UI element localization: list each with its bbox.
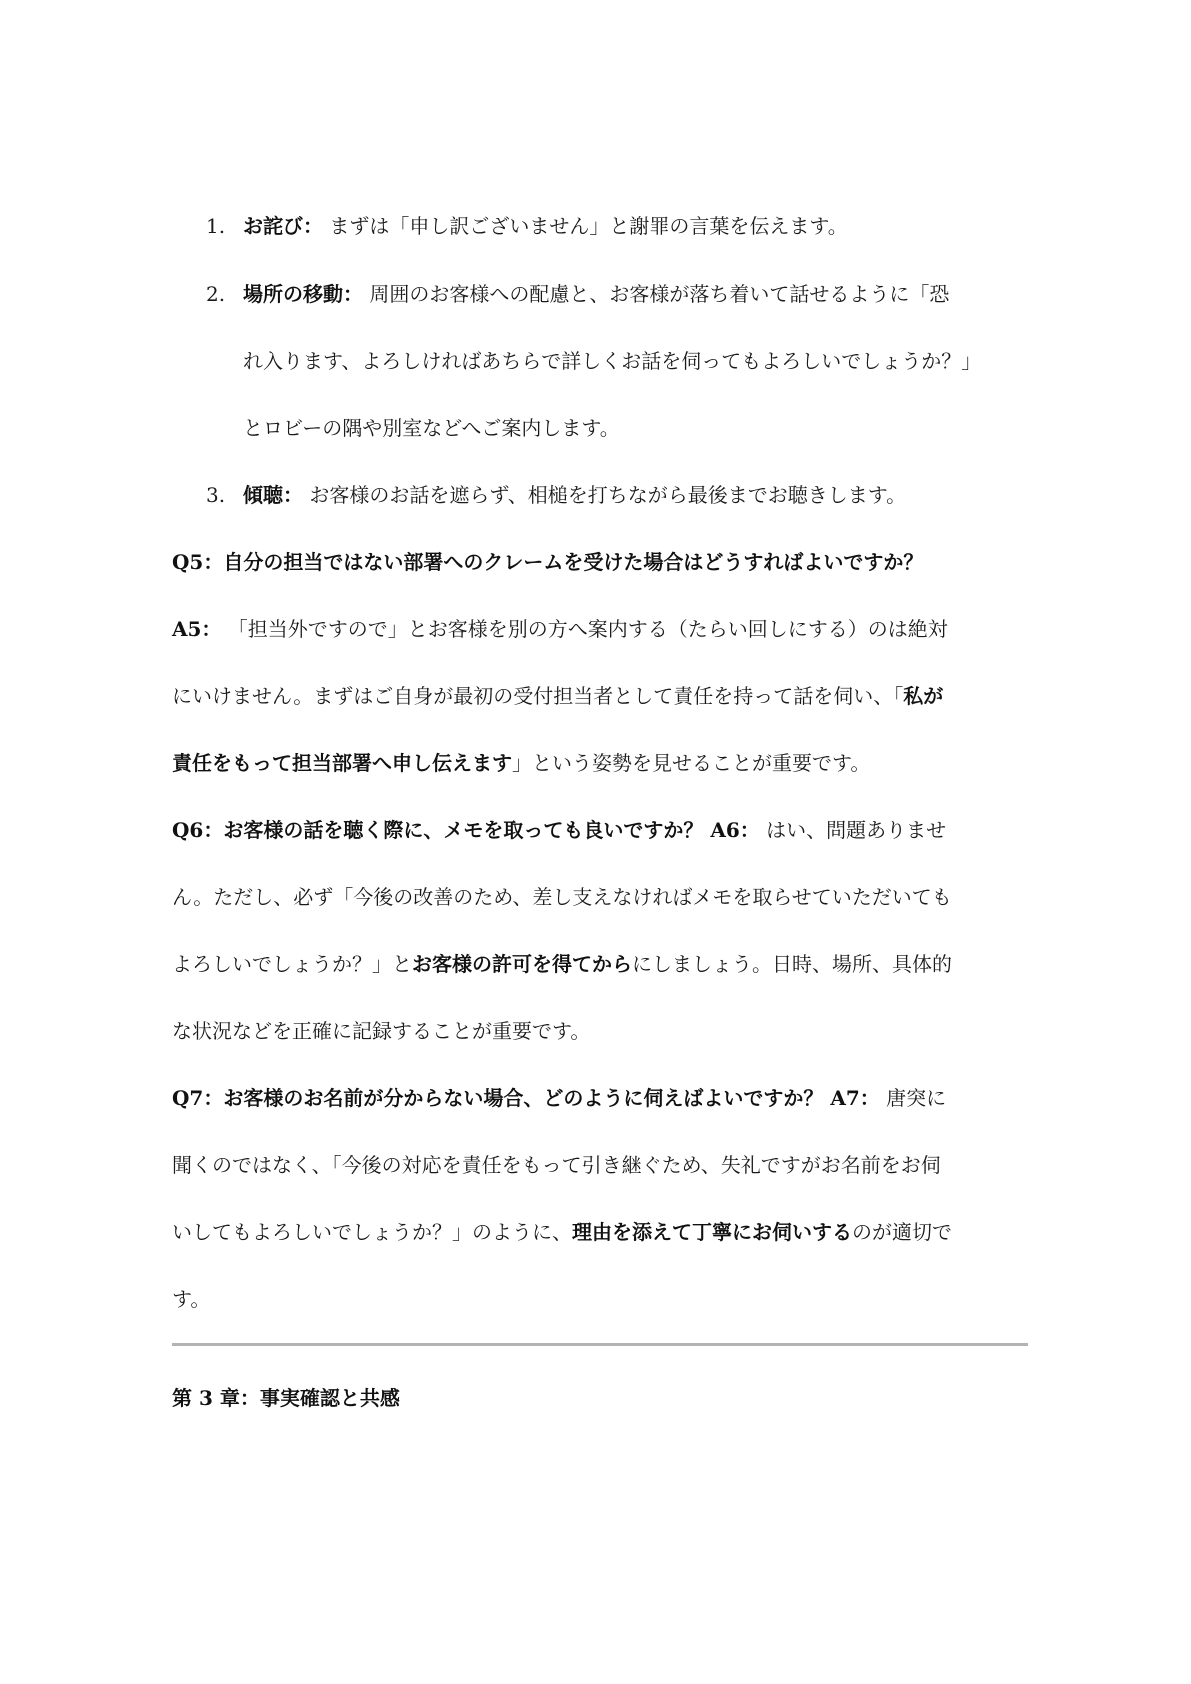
list-term: 傾聴：: [243, 483, 303, 507]
section-divider: [172, 1343, 1028, 1346]
list-item-3: 3. 傾聴： お客様のお話を遮らず、相槌を打ちながら最後までお聴きします。: [206, 483, 907, 507]
list-term: お詫び：: [243, 214, 323, 238]
list-item-2-cont: とロビーの隅や別室などへご案内します。: [243, 416, 620, 440]
question-q5: Q5：自分の担当ではない部署へのクレームを受けた場合はどうすればよいですか？: [172, 550, 924, 574]
document-body: [172, 214, 1028, 1410]
list-item-2-cont: れ入ります、よろしければあちらで詳しくお話を伺ってもよろしいでしょうか？」: [243, 349, 982, 373]
chapter-heading: 第 3 章：事実確認と共感: [172, 1386, 400, 1410]
answer-a5-cont: 責任をもって担当部署へ申し伝えます」という姿勢を見せることが重要です。: [172, 751, 871, 775]
list-number: 3.: [206, 483, 226, 507]
answer-a7-cont: いしてもよろしいでしょうか？」のように、理由を添えて丁寧にお伺いするのが適切で: [172, 1220, 952, 1244]
answer-a6-cont: な状況などを正確に記録することが重要です。: [172, 1019, 591, 1043]
answer-a7-cont: 聞くのではなく、「今後の対応を責任をもって引き継ぐため、失礼ですがお名前をお伺: [172, 1153, 941, 1177]
list-number: 1.: [206, 214, 226, 238]
answer-label: A7：: [830, 1086, 880, 1110]
answer-a6-cont: ん。ただし、必ず「今後の改善のため、差し支えなければメモを取らせていただいても: [172, 885, 952, 909]
answer-a5-cont: にいけません。まずはご自身が最初の受付担当者として責任を持って話を伺い、「私が: [172, 684, 944, 708]
answer-label: A6：: [710, 818, 760, 842]
answer-a6-cont: よろしいでしょうか？」とお客様の許可を得てからにしましょう。日時、場所、具体的: [172, 952, 952, 976]
list-item-1: 1. お詫び： まずは「申し訳ございません」と謝罪の言葉を伝えます。: [206, 214, 848, 238]
list-item-2: 2. 場所の移動： 周囲のお客様への配慮と、お客様が落ち着いて話せるように「恐: [206, 282, 950, 306]
question-q6: Q6：お客様の話を聴く際に、メモを取っても良いですか？ A6： はい、問題ありませ: [172, 818, 947, 842]
answer-a7-cont: す。: [172, 1287, 211, 1311]
question-q7: Q7：お客様のお名前が分からない場合、どのように伺えばよいですか？ A7： 唐突に: [172, 1086, 947, 1110]
answer-a5: A5： 「担当外ですので」とお客様を別の方へ案内する（たらい回しにする）のは絶対: [172, 617, 948, 641]
answer-label: A5：: [172, 617, 222, 641]
list-term: 場所の移動：: [243, 282, 363, 306]
list-number: 2.: [206, 282, 226, 306]
